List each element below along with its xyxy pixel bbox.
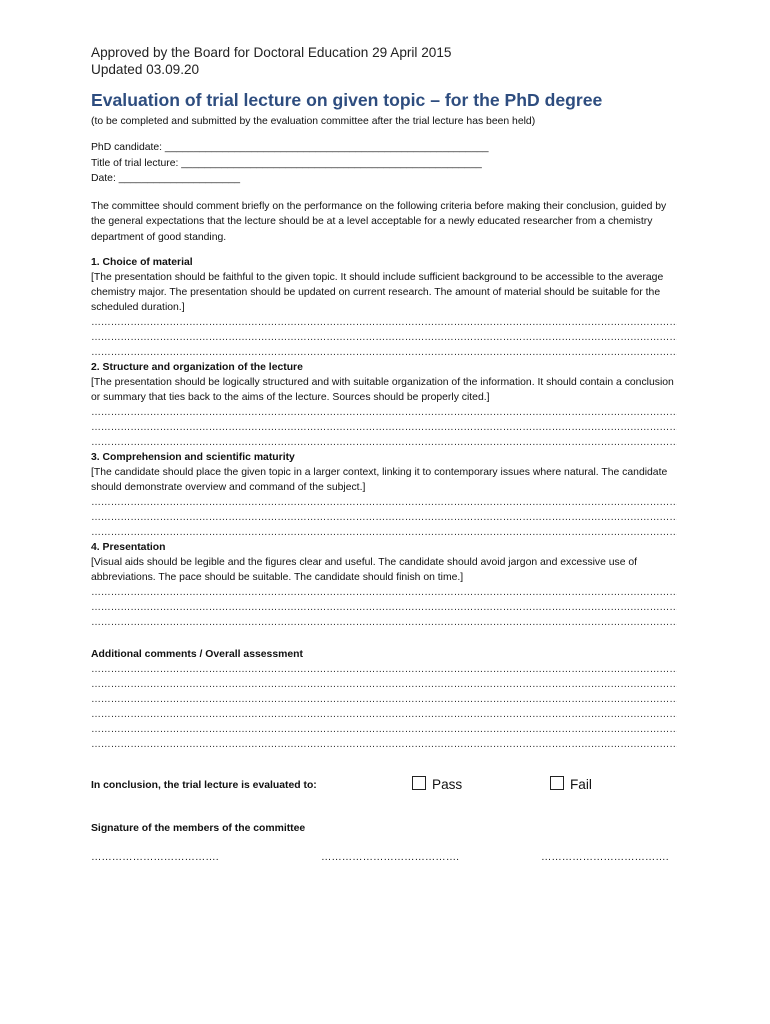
comment-line[interactable] (91, 330, 677, 345)
signature-line-1[interactable]: ………………………………. (91, 852, 219, 863)
comment-line[interactable] (91, 315, 677, 330)
comment-line[interactable] (91, 600, 677, 615)
conclusion-label: In conclusion, the trial lecture is evaluated to: (91, 780, 317, 791)
comment-line[interactable] (91, 420, 677, 435)
signature-line-3[interactable]: ………………………………. (541, 852, 669, 863)
form-page (91, 44, 677, 752)
section-description: [The presentation should be logically structured and with suitable organization of the information. It should contain a conclusion or summary that ties back to the aims of the lecture. Sources should be properly cited.] (91, 377, 674, 403)
section-title: 2. Structure and organization of the lecture (91, 362, 303, 373)
comment-line[interactable] (91, 525, 677, 540)
comment-line[interactable] (91, 722, 677, 737)
section-comprehension (91, 450, 677, 540)
comment-line[interactable] (91, 510, 677, 525)
form-subtitle: (to be completed and submitted by the evaluation committee after the trial lecture has been held) (91, 116, 536, 127)
section-choice-of-material (91, 255, 677, 360)
section-structure (91, 360, 677, 450)
signature-title: Signature of the members of the committee (91, 823, 306, 834)
conclusion-row (91, 776, 691, 798)
comment-line[interactable] (91, 405, 677, 420)
comment-line[interactable] (91, 585, 677, 600)
fail-option[interactable] (550, 776, 592, 794)
comment-line[interactable] (91, 615, 677, 630)
approval-note: Approved by the Board for Doctoral Education 29 April 2015 (91, 45, 452, 60)
updated-note: Updated 03.09.20 (91, 62, 200, 77)
comment-line[interactable] (91, 435, 677, 450)
comment-line[interactable] (91, 495, 677, 510)
phd-candidate-field[interactable]: PhD candidate: ________________________________________________________ (91, 142, 489, 153)
comment-line[interactable] (91, 707, 677, 722)
section-title: 1. Choice of material (91, 257, 193, 268)
fail-checkbox[interactable] (550, 776, 564, 790)
pass-checkbox[interactable] (412, 776, 426, 790)
section-description: [Visual aids should be legible and the figures clear and useful. The candidate should avoid jargon and excessive use of abbreviations. The pace should be suitable. The candidate should finish on time.] (91, 557, 638, 583)
comment-line[interactable] (91, 692, 677, 707)
pass-label: Pass (432, 777, 463, 792)
candidate-fields (91, 140, 677, 187)
comment-line[interactable] (91, 737, 677, 752)
fail-label: Fail (570, 777, 592, 792)
section-presentation (91, 540, 677, 630)
section-description: [The candidate should place the given topic in a larger context, linking it to contemporary issues where natural. The candidate should demonstrate overview and command of the subject.] (91, 467, 668, 493)
date-field[interactable]: Date: _____________________ (91, 173, 241, 184)
pass-option[interactable] (412, 776, 462, 794)
section-title: 4. Presentation (91, 542, 166, 553)
lecture-title-field[interactable]: Title of trial lecture: ____________________________________________________ (91, 157, 482, 169)
signature-line-2[interactable]: …………………………………. (321, 852, 459, 863)
form-title: Evaluation of trial lecture on given topic – for the PhD degree (91, 90, 603, 110)
intro-paragraph: The committee should comment briefly on the performance on the following criteria before making their conclusion, guided by the general expectations that the lecture should be at a level acceptable for a newly educated researcher from a chemistry department of good standing. (91, 200, 667, 243)
section-title: 3. Comprehension and scientific maturity (91, 452, 295, 463)
section-additional-comments (91, 647, 677, 752)
comment-line[interactable] (91, 662, 677, 677)
section-title: Additional comments / Overall assessment (91, 649, 303, 660)
section-description: [The presentation should be faithful to the given topic. It should include sufficient background to be accessible to the average chemistry major. The presentation should be updated on current research. The amount of material should be suitable for the scheduled duration.] (91, 272, 664, 313)
comment-line[interactable] (91, 345, 677, 360)
comment-line[interactable] (91, 677, 677, 692)
